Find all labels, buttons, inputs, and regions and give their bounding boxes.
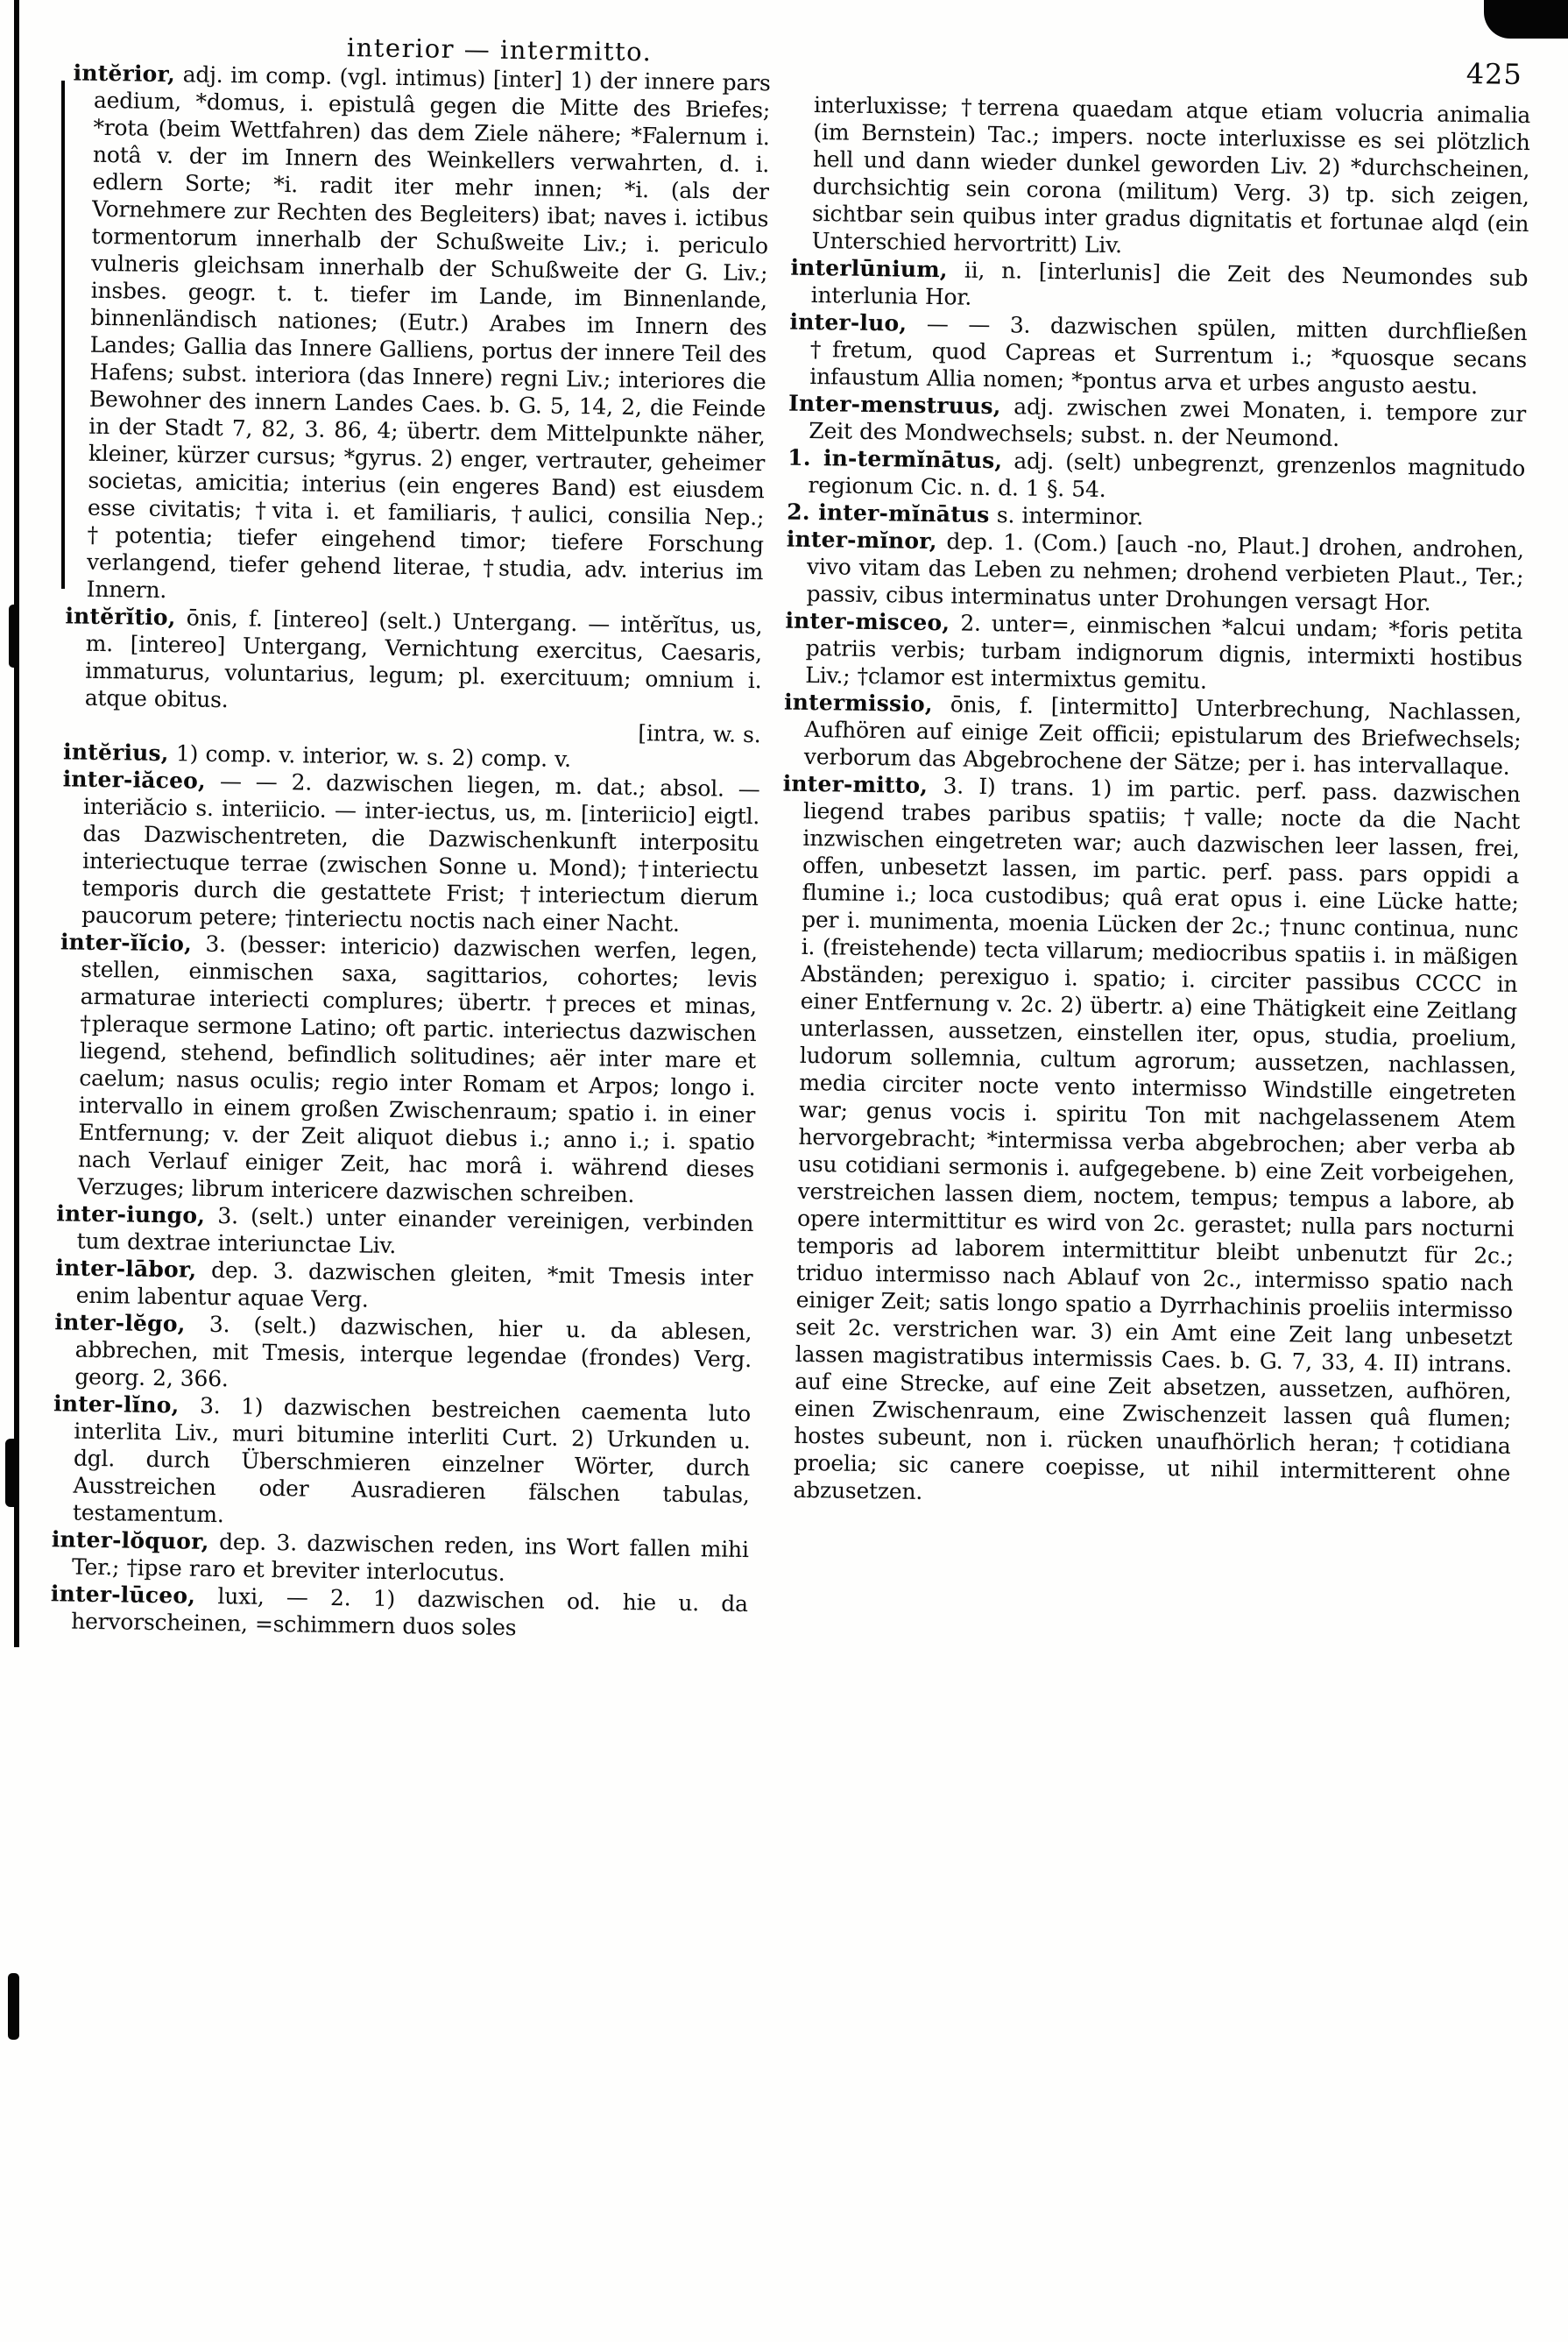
dictionary-entry: inter-misceo, 2. unter=, einmischen *alcui undam; *foris petita patriis verbis; turbam indignorum dignis, intermixti hostibus Liv.; †clamor est intermixtus gemitu. xyxy=(785,607,1523,694)
entry-headword: inter-lūceo, xyxy=(50,1581,196,1609)
running-head: interior — intermitto. xyxy=(346,32,653,67)
entry-headword: inter-luo, xyxy=(789,308,908,336)
dictionary-entry: inter-iungo, 3. (selt.) unter einander vereinigen, verbinden tum dextrae interiunctae Liv. xyxy=(56,1200,754,1259)
dictionary-entry: 2. inter-mĭnātus s. interminor. xyxy=(787,499,1144,530)
dictionary-entry: intĕrĭtio, ōnis, f. [intereo] (selt.) Untergang. — intĕrĭtus, us, m. [intereo] Untergang, Vernichtung exercitus, Caesaris, immaturus, voluntarius, legum; pl. exercituum; omnium i. atque obitus. xyxy=(65,603,763,713)
dictionary-entry: inter-lĕgo, 3. (selt.) dazwischen, hier u. da ablesen, abbrechen, mit Tmesis, interque legendae (frondes) Verg. georg. 2, 366. xyxy=(54,1309,752,1392)
dictionary-entry: inter-iăceo, — — 2. dazwischen liegen, m. dat.; absol. — interiăcio s. interiicio. — inter-iectus, us, m. [interiicio] eigtl. das Dazwischentreten, die Dazwischenkunft interpositu interiectuque terrae (zwischen Sonne u. Mond); †interiectu temporis durch die gestattete Frist; †interiectum dierum paucorum petere; †interiectu noctis nach einer Nacht. xyxy=(62,766,760,937)
dictionary-entry: inter-mitto, 3. I) trans. 1) im partic. perf. pass. dazwischen liegend trabes paribus spatiis; †valle; nocte da die Nacht inzwischen eingetreten war; auch dazwischen leer lassen, frei, offen, unbesetzt lassen, im partic. perf. pass. pars oppidi a flumine i.; loca custodibus; quâ erat opus i. eine Lücke hatte; per i. munimenta, moenia Lücken der 2c.; †nunc continua, nunc i. (freistehende) tecta villarum; mediocribus spatiis i. in mäßigen Abständen; perexiguo i. spatio; i. circiter passibus CCCC in einer Entfernung v. 2c. 2) übertr. a) eine Thätigkeit eine Zeitlang unterlassen, aussetzen, einstellen iter, opus, studia, proelium, ludorum sollemnia, cultum agrorum; aussetzen, nachlassen, media circiter nocte vento intermisso Windstille eingetreten war; genus vocis i. spiritu Ton mit nachgelassenem Atem hervorgebracht; *intermissa verba abgebrochen; aber verba ab usu cotidiani sermonis i. aufgegebene. b) eine Zeit vorbeigehen, verstreichen lassen diem, noctem, tempus; tempus a labore, ab opere intermittitur es wird von 2c. gerastet; nulla pars nocturni temporis ad laborem intermittitur bleibt unbenutzt für 2c.; triduo intermisso nach Ablauf von 2c., intermisso spatio nach einiger Zeit; satis longo spatio a Dyrrhachinis proeliis intermisso seit 2c. verstrichen war. 3) ein Amt eine Zeit lang unbesetzt lassen magistratibus intermissis Caes. b. G. 7, 33, 4. II) intrans. auf eine Strecke, auf eine Zeit absetzen, aussetzen, aufhören, einen Zwischenraum, eine Zwischenzeit lassen quâ flumen; hostes subeunt, non i. rücken unaufhörlich heran; †cotidiana proelia; sic canere coepisse, ut nihil intermitterent ohne abzusetzen. xyxy=(782,770,1521,1505)
dictionary-entry: intĕrius, 1) comp. v. interior, w. s. 2) comp. v. xyxy=(62,739,572,772)
entry-headword: intermissio, xyxy=(783,689,933,718)
dictionary-entry: interlūnium, ii, n. [interlunis] die Zeit des Neumondes sub interlunia Hor. xyxy=(790,254,1529,310)
page-number: 425 xyxy=(1466,57,1523,92)
dictionary-entry: intĕrior, adj. im comp. (vgl. intimus) [inter] 1) der innere pars aedium, *domus, i. epistulâ gegen die Mitte des Briefes; *rota (beim Wettfahren) das dem Ziele nähere; *Falernum i. notâ v. der im Innern des Weinkellers verwahrten, d. i. edlern Sorte; *i. radit iter mehr innen; *i. (als der Vornehmere zur Rechten des Begleiters) ibat; naves i. ictibus tormentorum innerhalb der Schußweite Liv.; i. periculo vulneris gleichsam innerhalb der Schußweite der G. Liv.; insbes. geogr. t. t. tiefer im Lande, im Binnenlande, binnenländisch nationes; (Eutr.) Arabes im Innern des Landes; Gallia das Innere Galliens, portus der innere Teil des Hafens; subst. interiora (das Innere) regni Liv.; interiores die Bewohner des innern Landes Caes. b. G. 5, 14, 2, die Feinde in der Stadt 7, 82, 3. 86, 4; übertr. dem Mittelpunkte näher, kleiner, kürzer cursus; *gyrus. 2) enger, vertrauter, geheimer societas, amicitia; interius (ein engeres Band) est eiusdem esse civitatis; †vita i. et familiaris, †aulici, consilia Nep.; †potentia; tiefer eingehend timor; tiefere Forschung verlangend, tiefer gehend literae, †studia, adv. interius im Innern. xyxy=(73,60,771,604)
entry-headword: 2. inter-mĭnātus xyxy=(787,499,990,528)
entry-headword: inter-lĭno, xyxy=(53,1390,180,1419)
entry-headword: inter-iungo, xyxy=(56,1200,206,1228)
entry-headword: intĕrĭtio, xyxy=(65,603,176,631)
dictionary-entry: interluxisse; †terrena quaedam atque etiam volucria animalia (im Bernstein) Tac.; impers. nocte interluxisse es sei plötzlich hell und dann wieder dunkel geworden Liv. 2) *durchscheinen, durchsichtig sein corona (militum) Verg. 3) tp. sich zeigen, sichtbar sein quibus inter gradus dignitatis et fortunae alqd (ein Unterschied hervortritt) Liv. xyxy=(811,92,1531,258)
left-column xyxy=(50,59,771,1645)
entry-headword: interlūnium, xyxy=(790,254,949,283)
entry-headword: inter-iăceo, xyxy=(62,766,207,794)
dictionary-entry: 1. in-termĭnātus, adj. (selt) unbegrenzt, grenzenlos magnitudo regionum Cic. n. d. 1 §. 54. xyxy=(788,444,1526,503)
catchword-line: [intra, w. s. xyxy=(638,720,761,748)
entry-headword: intĕrior, xyxy=(73,60,176,88)
dictionary-entry: inter-lĭno, 3. 1) dazwischen bestreichen caementa luto interlita Liv., muri bitumine interliti Curt. 2) Urkunden u. dgl. durch Überschmieren einzelner Wörter, durch Ausstreichen oder Ausradieren fälschen tabulas, testamentum. xyxy=(53,1390,752,1528)
entry-headword: Inter-menstruus, xyxy=(788,390,1001,420)
entry-headword: inter-mĭnor, xyxy=(786,526,937,555)
entry-headword: inter-mitto, xyxy=(782,770,929,799)
right-column xyxy=(773,91,1531,1514)
entry-headword: inter-lŏquor, xyxy=(51,1526,209,1554)
dictionary-entry: inter-mĭnor, dep. 1. (Com.) [auch -no, Plaut.] drohen, androhen, vivo vitam das Leben zu nehmen; drohend verbieten Plaut., Ter.; passiv, cibus interminatus unter Drohungen versagt Hor. xyxy=(786,526,1524,616)
entry-headword: inter-lĕgo, xyxy=(54,1309,186,1337)
dictionary-entry: intermissio, ōnis, f. [intermitto] Unterbrechung, Nachlassen, Aufhören auf einige Zeit officii; epistularum des Briefwechsels; verborum das Abgebrochene der Sätze; per i. has intervallaque. xyxy=(783,689,1522,780)
dictionary-entry: inter-lŏquor, dep. 3. dazwischen reden, ins Wort fallen mihi Ter.; †ipse raro et breviter interlocutus. xyxy=(51,1526,749,1586)
dictionary-entry: inter-luo, — — 3. dazwischen spülen, mitten durchfließen †fretum, quod Capreas et Surrentum i.; *quosque secans infaustum Allia nomen; *pontus arva et urbes angusto aestu. xyxy=(789,308,1528,400)
dictionary-entry: Inter-menstruus, adj. zwischen zwei Monaten, i. tempore zur Zeit des Mondwechsels; subst. n. der Neumond. xyxy=(788,390,1527,451)
dictionary-entry: inter-lābor, dep. 3. dazwischen gleiten, *mit Tmesis inter enim labentur aquae Verg. xyxy=(55,1255,753,1313)
entry-headword: inter-ĭĭcio, xyxy=(60,929,193,957)
dictionary-entry: inter-lūceo, luxi, — 2. 1) dazwischen od. hie u. da hervorscheinen, =schimmern duos soles xyxy=(50,1581,749,1641)
entry-headword: 1. in-termĭnātus, xyxy=(788,444,1003,474)
entry-headword: intĕrius, xyxy=(62,739,169,767)
entry-headword: inter-misceo, xyxy=(785,607,950,636)
dictionary-entry: inter-ĭĭcio, 3. (besser: intericio) dazwischen werfen, legen, stellen, einmischen saxa, sagittarios, cohortes; levis armaturae interiecti complures; übertr. †preces et minas, †pleraque sermone Latino; oft partic. interiectus dazwischen liegend, stehend, befindlich solitudines; aër inter mare et caelum; nasus oculis; regio inter Romam et Arpos; longo i. intervallo in einem großen Zwischenraum; spatio i. in einer Entfernung; v. der Zeit aliquot diebus i.; anno i.; i. spatio nach Verlauf einiger Zeit, hac morâ i. während dieses Verzuges; librum intericere dazwischen schreiben. xyxy=(60,929,759,1208)
entry-headword: inter-lābor, xyxy=(55,1255,197,1283)
